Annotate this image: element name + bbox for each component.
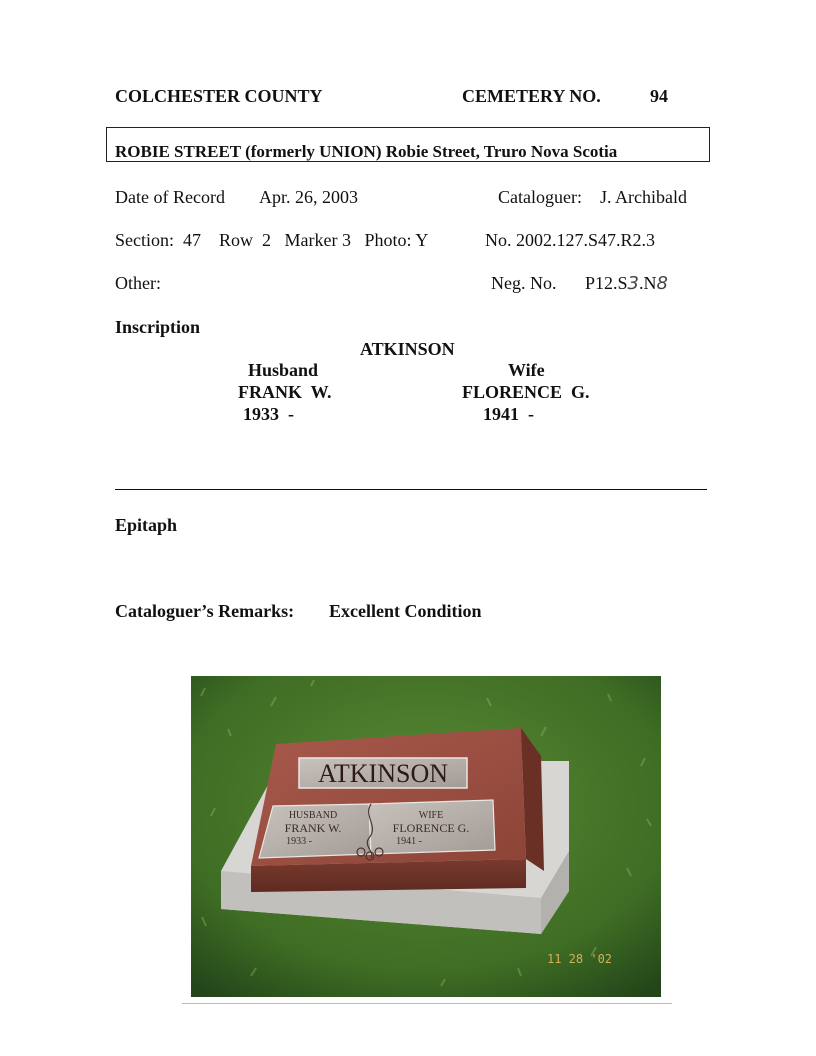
neg-label: Neg. No. (491, 273, 557, 293)
gravestone-photo (191, 676, 661, 997)
section-line: Section: 47 Row 2 Marker 3 Photo: Y (115, 230, 429, 250)
neg-handwritten-digit-2: 8 (656, 273, 668, 294)
neg-number (585, 273, 668, 294)
cataloguer-value: J. Archibald (600, 187, 687, 207)
inscription-heading: Inscription (115, 317, 201, 337)
photo-baseline (182, 1003, 672, 1004)
marker-surname: ATKINSON (318, 759, 448, 788)
wife-role: Wife (508, 360, 545, 380)
neg-prefix: P12.S (585, 273, 628, 293)
cataloguer-label: Cataloguer: (498, 187, 582, 207)
photo-date-stamp: 11 28 '02 (547, 952, 613, 966)
inscription-surname: ATKINSON (360, 339, 455, 359)
date-label: Date of Record (115, 187, 225, 207)
record-number: No. 2002.127.S47.R2.3 (485, 230, 656, 250)
date-value: Apr. 26, 2003 (259, 187, 358, 207)
wife-name: FLORENCE G. (462, 382, 590, 402)
marker-wife-name: FLORENCE G. (392, 821, 470, 835)
gravestone-photo-svg (191, 676, 661, 997)
husband-years: 1933 - (243, 404, 294, 424)
remarks-label: Cataloguer’s Remarks: (115, 601, 295, 621)
marker-husband-years: 1933 - (286, 836, 312, 847)
marker-wife-role: WIFE (418, 810, 444, 821)
neg-handwritten-digit: 3 (627, 273, 639, 294)
husband-role: Husband (248, 360, 319, 380)
cemetery-number: 94 (650, 86, 668, 106)
marker-husband-role: HUSBAND (288, 810, 338, 821)
other-label: Other: (115, 273, 161, 293)
neg-mid: .N (638, 273, 657, 293)
marker-wife-years: 1941 - (396, 836, 422, 847)
husband-name: FRANK W. (238, 382, 332, 402)
wife-years: 1941 - (483, 404, 534, 424)
divider-line (115, 489, 707, 490)
cemetery-label: CEMETERY NO. (462, 86, 601, 106)
epitaph-heading: Epitaph (115, 515, 178, 535)
county-name: COLCHESTER COUNTY (115, 86, 323, 106)
cemetery-title: ROBIE STREET (formerly UNION) Robie Street, Truro Nova Scotia (115, 142, 618, 161)
remarks-value: Excellent Condition (329, 601, 482, 621)
marker-husband-name: FRANK W. (284, 821, 342, 835)
